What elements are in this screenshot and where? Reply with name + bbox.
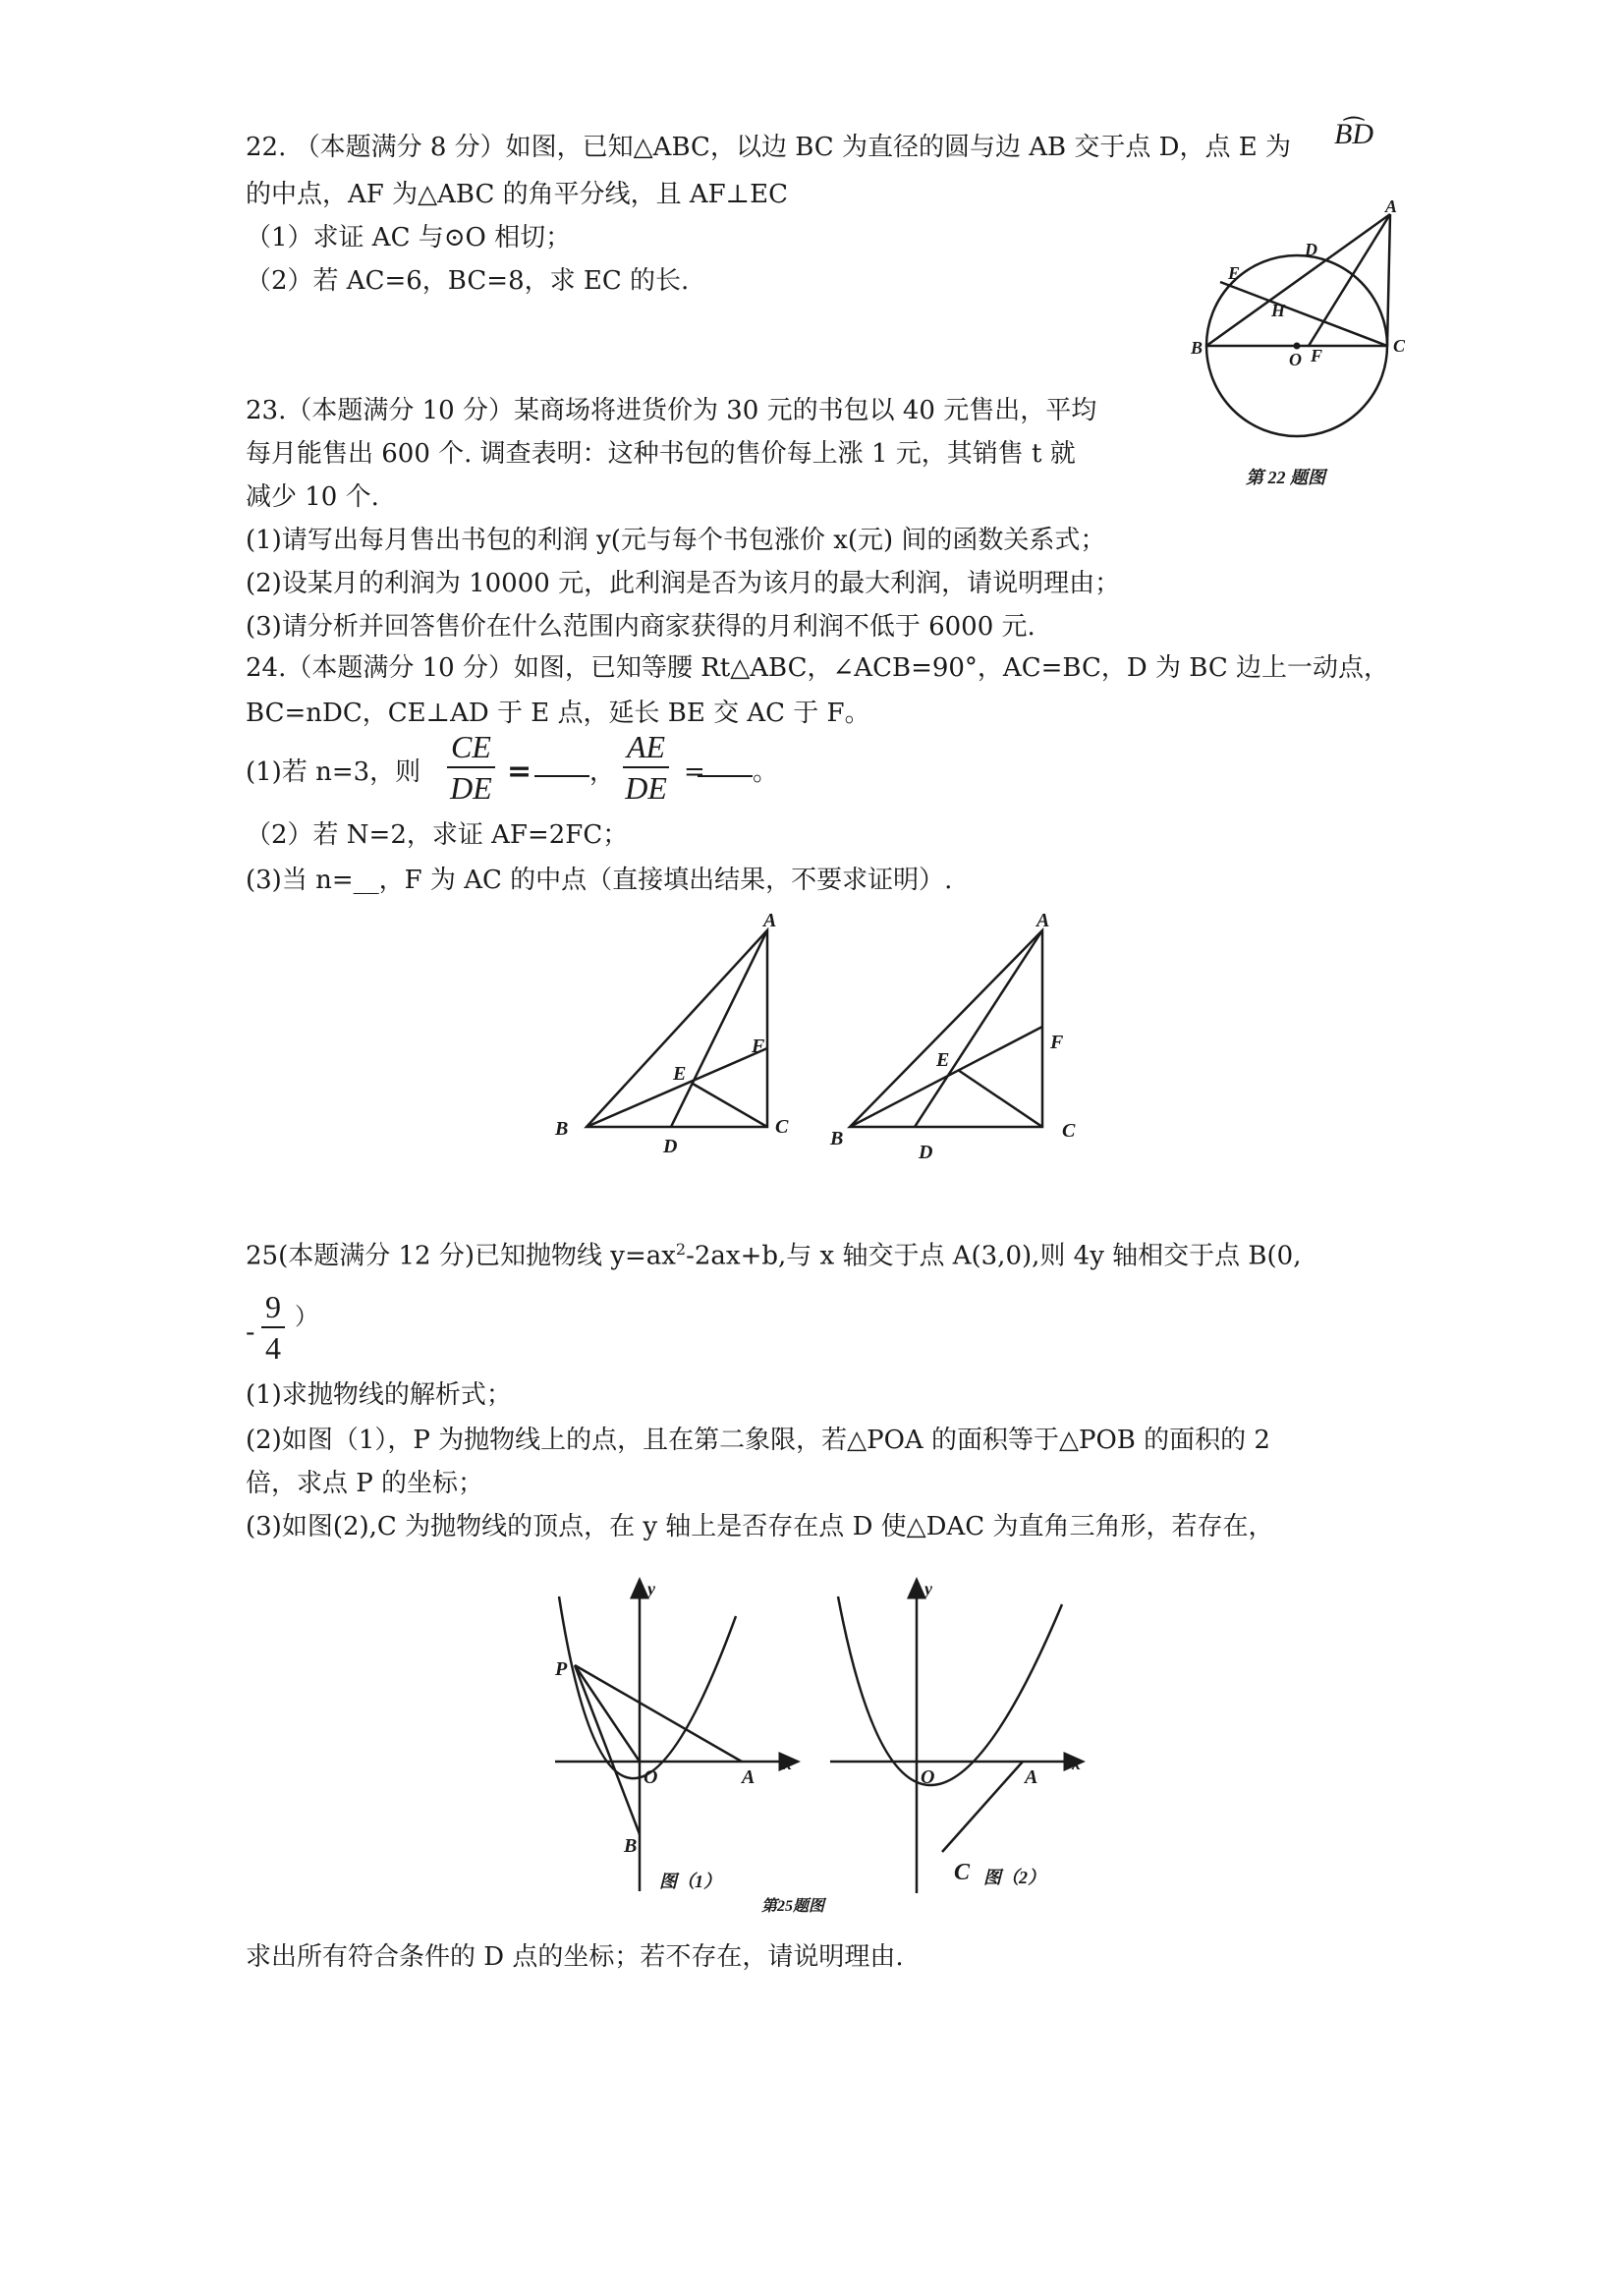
label-y-2: y (924, 1579, 932, 1598)
q25-part1: (1)求抛物线的解析式； (246, 1380, 512, 1410)
q25-part3-end: 求出所有符合条件的 D 点的坐标；若不存在，请说明理由. (246, 1942, 904, 1972)
q24-eq1: = (507, 755, 532, 789)
q25-figure-2 (830, 1579, 1081, 1893)
label-f: F (1311, 346, 1323, 365)
label-e-right: E (936, 1049, 950, 1071)
fig2-caption: 图（2） (983, 1868, 1045, 1887)
segment-ca (942, 1762, 1023, 1852)
q25-superscript: 2 (675, 1240, 687, 1259)
q22-part2: （2）若 AC=6，BC=8，求 EC 的长. (246, 266, 690, 296)
q23-part3: (3)请分析并回答售价在什么范围内商家获得的月利润不低于 6000 元. (246, 612, 1035, 642)
q22-part1: （1）求证 AC 与⊙O 相切； (246, 223, 572, 252)
label-o-1: O (644, 1766, 658, 1788)
q25-frac-numerator: 9 (261, 1287, 285, 1328)
label-c-2: C (954, 1860, 971, 1885)
q24-blank1[interactable] (534, 753, 589, 792)
q24-eq2: = (684, 757, 705, 787)
q25-part3: (3)如图(2),C 为抛物线的顶点，在 y 轴上是否存在点 D 使△DAC 为直角三角形，若存在， (246, 1512, 1274, 1541)
frac1-denominator: DE (450, 770, 492, 806)
label-o-2: O (921, 1766, 935, 1788)
q24-figure-left (554, 910, 789, 1157)
parabola-2 (838, 1596, 1062, 1785)
label-d-left: D (663, 1136, 678, 1157)
q24-part2: （2）若 N=2，求证 AF=2FC； (246, 820, 629, 850)
q25-line1 (246, 1230, 1301, 1276)
q22-caption: 第 22 题图 (1246, 468, 1325, 487)
label-c-right: C (1062, 1120, 1076, 1142)
label-e-left: E (673, 1063, 687, 1085)
frac2-denominator: DE (625, 770, 667, 806)
label-d: D (1305, 240, 1317, 259)
label-b: B (1191, 338, 1203, 358)
segment-ec (1220, 282, 1387, 346)
arc-label-text: BD (1334, 118, 1373, 150)
label-d-right: D (919, 1142, 933, 1163)
q22-line1: 22. （本题满分 8 分）如图，已知△ABC，以边 BC 为直径的圆与边 AB 交于点 D，点 E 为 (246, 133, 1291, 162)
q23-line3: 减少 10 个. (246, 482, 379, 512)
q24-end: 。 (753, 757, 779, 787)
label-b-1: B (624, 1835, 638, 1857)
label-e: E (1228, 263, 1241, 283)
q25-neg: - (246, 1316, 255, 1348)
q24-part1-prefix: (1)若 n=3，则 (246, 757, 421, 787)
label-x-1: x (783, 1754, 792, 1773)
frac2-numerator: AE (623, 727, 669, 768)
center-dot (1294, 343, 1301, 350)
q25-line1-a: 25(本题满分 12 分)已知抛物线 y=ax (246, 1241, 676, 1271)
label-a-right: A (1036, 910, 1050, 931)
label-f-left: F (752, 1036, 765, 1057)
q25-part2-a: (2)如图（1），P 为抛物线上的点，且在第二象限，若△POA 的面积等于△POB 的面积的 2 (246, 1426, 1270, 1455)
label-c-left: C (775, 1116, 789, 1138)
q23-part1: (1)请写出每月售出书包的利润 y(元与每个书包涨价 x(元) 间的函数关系式； (246, 526, 1106, 555)
q25-part2-b: 倍，求点 P 的坐标； (246, 1469, 484, 1498)
parabola-1 (559, 1596, 736, 1778)
segment-pb (575, 1665, 640, 1834)
segment-ad-right (915, 930, 1042, 1127)
label-h: H (1271, 301, 1286, 320)
segment-ad-left (671, 930, 767, 1127)
q24-fraction-2 (623, 727, 669, 808)
q23-line2: 每月能售出 600 个. 调查表明：这种书包的售价每上涨 1 元，其销售 t 就 (246, 439, 1076, 469)
segment-ce-right (958, 1070, 1042, 1127)
label-c: C (1393, 336, 1406, 356)
q22-arc-label (1334, 95, 1373, 151)
q25-figures (545, 1577, 1115, 1916)
segment-af (1309, 214, 1390, 346)
q25-frac-denominator: 4 (265, 1330, 281, 1366)
q22-figure (1189, 196, 1415, 501)
label-y-1: y (647, 1579, 655, 1598)
q24-line2: BC=nDC，CE⊥AD 于 E 点，延长 BE 交 AC 于 F。 (246, 699, 870, 728)
triangle-abc-right (850, 930, 1042, 1127)
label-x-2: x (1072, 1754, 1081, 1773)
q24-comma: ， (589, 757, 616, 787)
q24-figure-right (829, 910, 1076, 1163)
label-a-2: A (1025, 1766, 1038, 1788)
label-a: A (1385, 196, 1398, 216)
segment-ce-left (693, 1084, 767, 1127)
label-a-left: A (763, 910, 777, 931)
segment-bf-right (850, 1027, 1042, 1127)
label-b-right: B (830, 1128, 844, 1149)
q23-line1: 23.（本题满分 10 分）某商场将进货价为 30 元的书包以 40 元售出，平均 (246, 396, 1097, 425)
q25-line1-b: -2ax+b,与 x 轴交于点 A(3,0),则 4y 轴相交于点 B(0, (686, 1241, 1302, 1271)
q24-fraction-1 (447, 727, 495, 808)
q25-close: ） (295, 1303, 318, 1330)
segment-ac (1387, 214, 1390, 346)
q24-line1: 24.（本题满分 10 分）如图，已知等腰 Rt△ABC，∠ACB=90°，AC=BC，D 为 BC 边上一动点， (246, 653, 1389, 683)
q23-part2: (2)设某月的利润为 10000 元，此利润是否为该月的最大利润，请说明理由； (246, 569, 1121, 598)
arc-mark: ⁔ (1344, 95, 1364, 121)
segment-pa (575, 1665, 742, 1762)
label-b-left: B (555, 1118, 569, 1140)
label-f-right: F (1050, 1032, 1064, 1053)
fig1-caption: 图（1） (659, 1872, 721, 1891)
label-o: O (1289, 350, 1302, 369)
triangle-abc-left (587, 930, 767, 1127)
q24-figures (545, 909, 1095, 1184)
frac1-numerator: CE (447, 727, 495, 768)
label-a-1: A (742, 1766, 756, 1788)
q24-blank2[interactable] (698, 753, 753, 792)
q22-line2: 的中点，AF 为△ABC 的角平分线，且 AF⊥EC (246, 180, 789, 209)
q24-part3: (3)当 n=__，F 为 AC 的中点（直接填出结果，不要求证明）. (246, 866, 953, 895)
q25-caption: 第25题图 (761, 1898, 825, 1915)
q25-figure-1 (554, 1579, 792, 1891)
q25-fraction (261, 1287, 285, 1368)
label-p-1: P (555, 1658, 568, 1680)
